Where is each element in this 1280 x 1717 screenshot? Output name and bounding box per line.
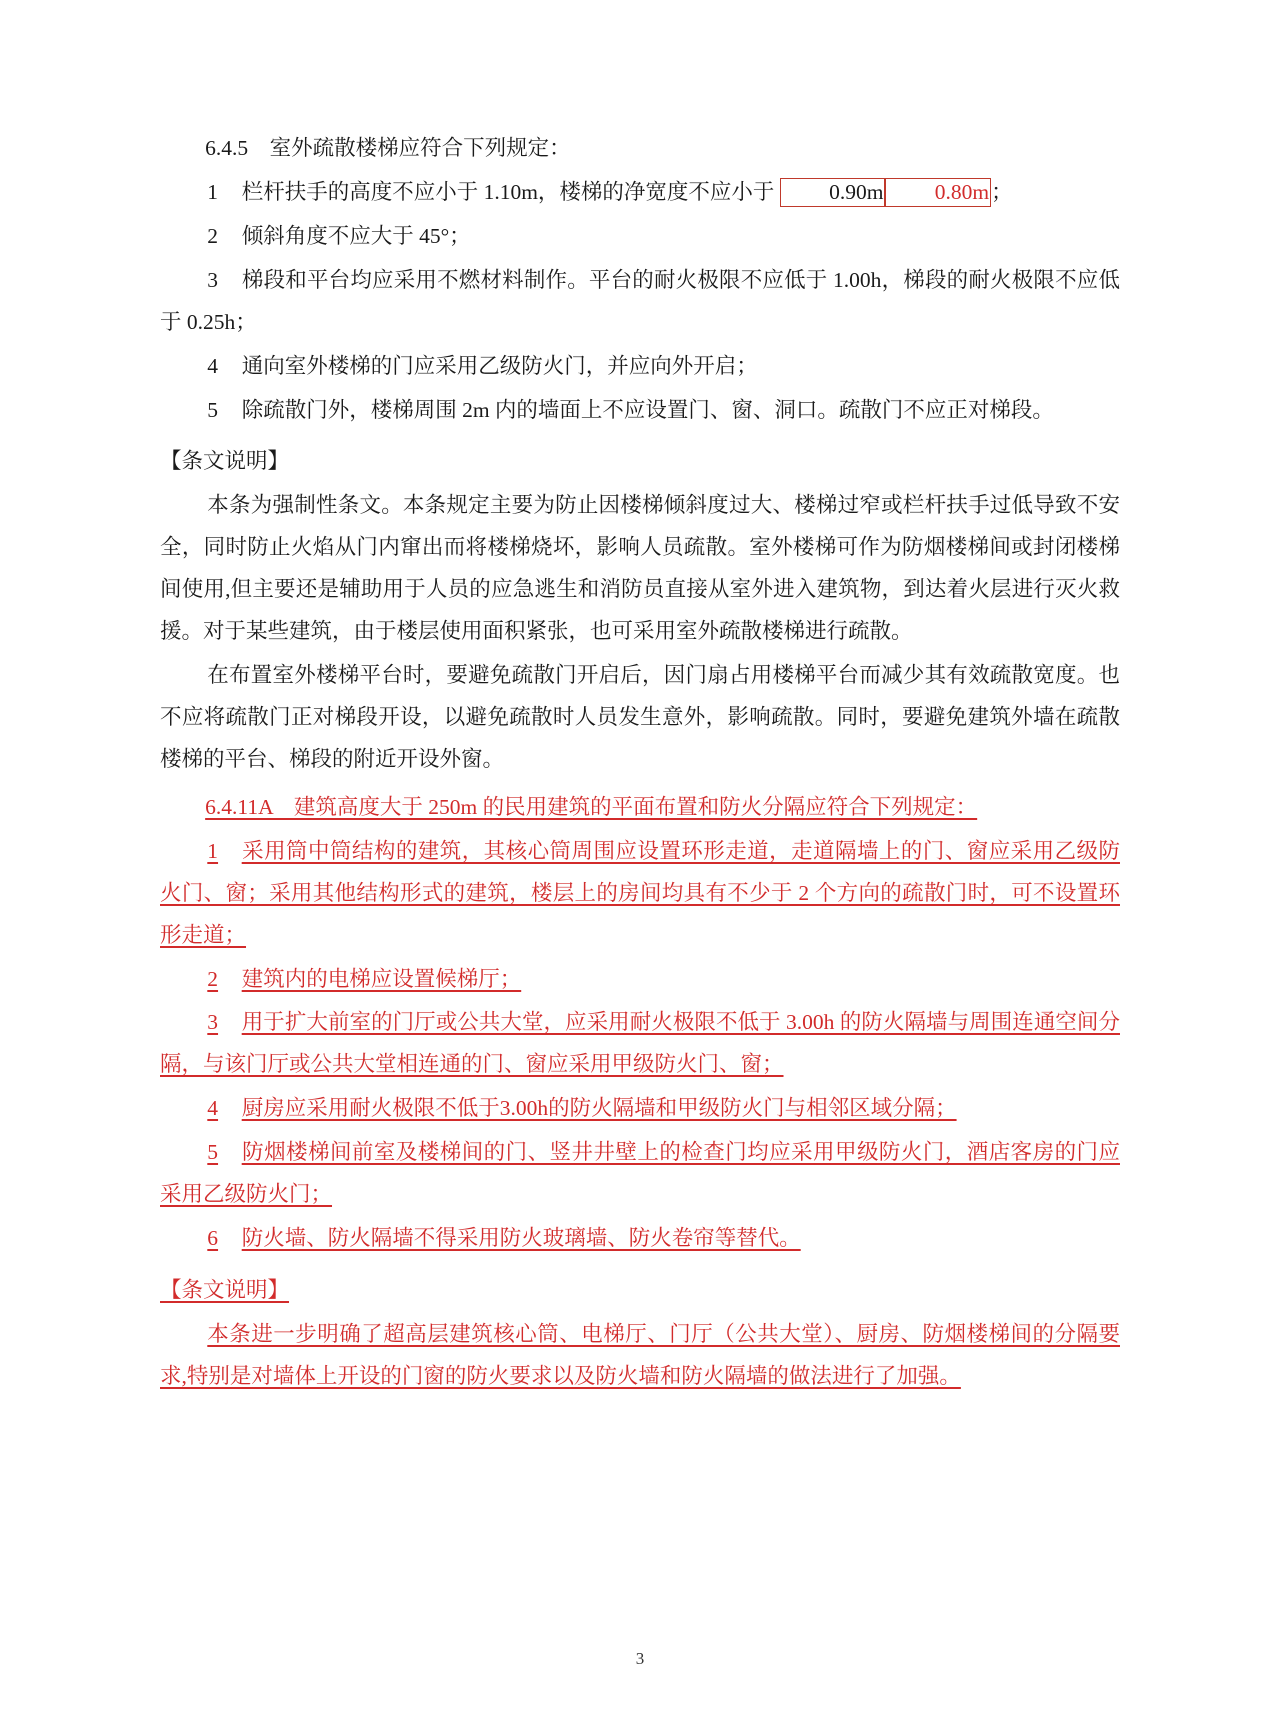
item-text-after: ； [991,179,1013,204]
document-body [160,128,1120,1398]
item-number: 2 [207,223,219,248]
item-number: 4 [207,353,219,378]
item-text: 建筑内的电梯应设置候梯厅； [241,966,522,991]
explanation-paragraph-text: 本条进一步明确了超高层建筑核心筒、电梯厅、门厅（公共大堂）、厨房、防烟楼梯间的分隔要求,特别是对墙体上开设的门窗的防火要求以及防火墙和防火隔墙的做法进行了加强。 [160,1321,1120,1388]
item-text: 厨房应采用耐火极限不低于3.00h的防火隔墙和甲级防火门与相邻区域分隔； [241,1096,957,1121]
clause-item-1 [160,831,1120,957]
section-explanation-1 [160,441,1120,780]
clause-item-3 [160,260,1120,344]
explanation-paragraph: 在布置室外楼梯平台时，要避免疏散门开启后，因门扇占用楼梯平台而减少其有效疏散宽度。也不应将疏散门正对梯段开设，以避免疏散时人员发生意外，影响疏散。同时，要避免建筑外墙在疏散楼梯的平台、梯段的附近开设外窗。 [160,663,1120,771]
item-text-before: 栏杆扶手的高度不应小于 1.10m，楼梯的净宽度不应小于 [241,179,780,204]
page-number: 3 [635,1649,645,1668]
explanation-paragraph [160,1314,1120,1398]
item-number: 2 [207,966,219,991]
explanation-heading: 【条文说明】 [160,449,290,474]
item-number: 1 [207,179,219,204]
clause-item-3 [160,1002,1120,1086]
clause-item-4 [160,1088,1120,1130]
item-number: 4 [207,1096,219,1121]
item-text: 梯段和平台均应采用不燃材料制作。平台的耐火极限不应低于 1.00h，梯段的耐火极限不应低于 0.25h； [160,267,1120,334]
section-explanation-2 [160,1270,1120,1398]
clause-item-6 [160,1218,1120,1260]
item-text: 通向室外楼梯的门应采用乙级防火门，并应向外开启； [241,353,758,378]
clause-item-4 [160,346,1120,388]
section-clause-6-4-11A [160,787,1120,1260]
section-clause-6-4-5 [160,128,1120,431]
item-text: 除疏散门外，楼梯周围 2m 内的墙面上不应设置门、窗、洞口。疏散门不应正对梯段。 [241,397,1054,422]
clause-item-5 [160,390,1120,432]
item-text: 采用筒中筒结构的建筑，其核心筒周围应设置环形走道，走道隔墙上的门、窗应采用乙级防火门、窗；采用其他结构形式的建筑，楼层上的房间均具有不少于 2 个方向的疏散门时，可不设置环形走道； [160,838,1120,947]
boxed-value-old: 0.90m [780,178,886,207]
clause-item-2 [160,216,1120,258]
item-number: 3 [207,1010,219,1035]
clause-item-5 [160,1132,1120,1216]
boxed-value-new: 0.80m [885,178,991,207]
explanation-heading: 【条文说明】 [160,1277,290,1302]
item-number: 5 [207,1140,219,1165]
clause-item-1 [160,172,1120,214]
item-text: 防火墙、防火隔墙不得采用防火玻璃墙、防火卷帘等替代。 [241,1226,801,1251]
item-text: 防烟楼梯间前室及楼梯间的门、竖井井壁上的检查门均应采用甲级防火门，酒店客房的门应采用乙级防火门； [160,1140,1120,1207]
item-text: 倾斜角度不应大于 45°； [241,223,471,248]
clause-item-2 [160,959,1120,1001]
item-number: 3 [207,267,219,292]
clause-heading-6-4-5: 6.4.5 室外疏散楼梯应符合下列规定： [205,136,571,160]
clause-heading-6-4-11A: 6.4.11A 建筑高度大于 250m 的民用建筑的平面布置和防火分隔应符合下列规定： [205,794,978,819]
item-number: 1 [207,838,219,863]
item-number: 6 [207,1226,219,1251]
explanation-paragraph: 本条为强制性条文。本条规定主要为防止因楼梯倾斜度过大、楼梯过窄或栏杆扶手过低导致不安全，同时防止火焰从门内窜出而将楼梯烧坏，影响人员疏散。室外楼梯可作为防烟楼梯间或封闭楼梯间使用,但主要还是辅助用于人员的应急逃生和消防员直接从室外进入建筑物，到达着火层进行灭火救援。对于某些建筑，由于楼层使用面积紧张，也可采用室外疏散楼梯进行疏散。 [160,493,1120,644]
item-text: 用于扩大前室的门厅或公共大堂，应采用耐火极限不低于 3.00h 的防火隔墙与周围连通空间分隔，与该门厅或公共大堂相连通的门、窗应采用甲级防火门、窗； [160,1010,1120,1077]
item-number: 5 [207,397,219,422]
